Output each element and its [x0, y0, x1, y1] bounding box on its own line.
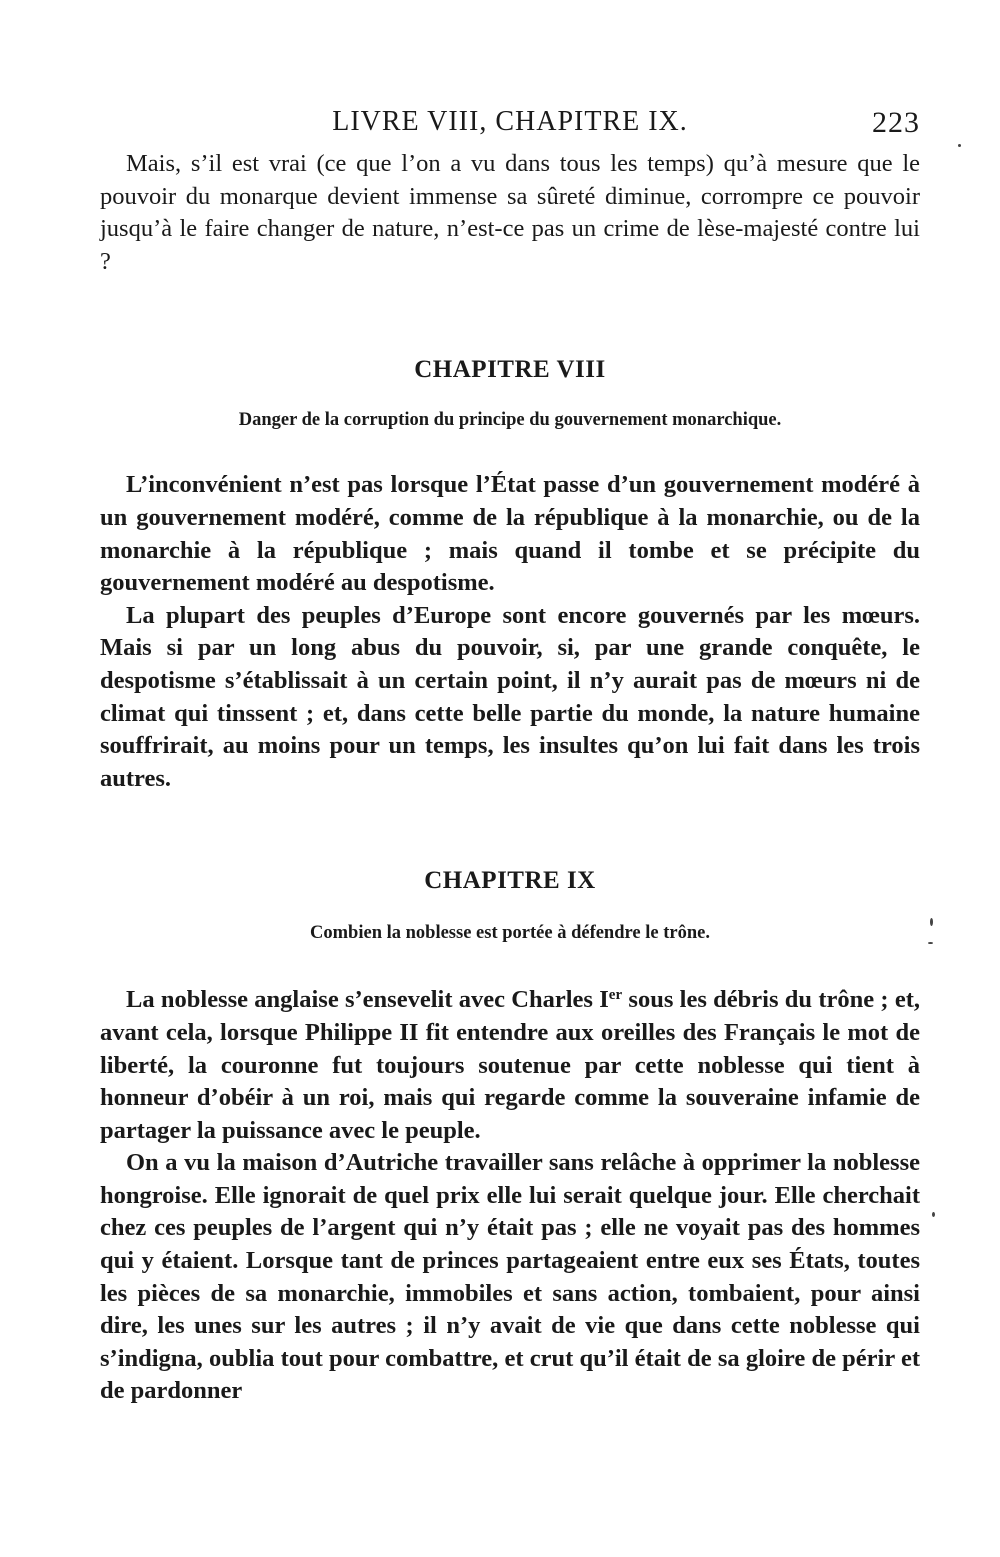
intro-paragraph: Mais, s’il est vrai (ce que l’on a vu dans tous les temps) qu’à mesure que le pouvoir du monarque devient immense sa sûreté diminue, corrompre ce pouvoir jusqu’à le faire changer de nature, n’est-ce pas un crime de lèse-majesté contre lui ? — [100, 150, 920, 275]
running-head — [100, 100, 920, 144]
scan-speck — [932, 1212, 935, 1217]
chapter-viii-paragraph: La plupart des peuples d’Europe sont encore gouvernés par les mœurs. Mais si par un long abus du pouvoir, si, par une grande conquête, le despotisme s’établissait à un certain point, il n’y aurait pas de mœurs ni de climat qui tinssent ; et, dans cette belle partie du monde, la nature humaine souffrirait, au moins pour un temps, les insultes qu’on lui fait dans les trois autres. — [100, 601, 920, 792]
paragraph-text: La noblesse anglaise s’ensevelit avec Charles I — [126, 986, 609, 1014]
chapter-viii-paragraph: L’inconvénient n’est pas lorsque l’État passe d’un gouvernement modéré à un gouvernement modéré, comme de la république à la monarchie, ou de la monarchie à la république ; mais quand il tombe et se précipite du gouvernement modéré au despotisme. — [100, 471, 920, 597]
chapter-ix-paragraph — [100, 984, 920, 1147]
chapter-ix-paragraph: On a vu la maison d’Autriche travailler sans relâche à opprimer la noblesse hongroise. Elle ignorait de quel prix elle lui serait quelque jour. Elle cherchait chez ces peuples de l’argent qui n’y était pas ; elle ne voyait pas des hommes qui y étaient. Lorsque tant de princes partageaient entre eux ses États, toutes les pièces de sa monarchie, immobiles et sans action, tombaient, pour ainsi dire, les unes sur les autres ; il n’y avait de vie que dans cette noblesse qui s’indigna, oublia tout pour combattre, et crut qu’il était de sa gloire de périr et de pardonner — [100, 1149, 920, 1405]
paragraph-text: sous les débris du trône ; et, avant cela, lorsque Philippe II fit entendre aux oreilles des Français le mot de liberté, la couronne fut toujours soutenue par cette noblesse qui tient à honneur d’obéir à un roi, mais qui regarde comme la souveraine infamie de partager la puissance avec le peuple. — [100, 986, 920, 1144]
scan-speck — [928, 942, 933, 944]
chapter-viii-subtitle: Danger de la corruption du principe du gouvernement monarchique. — [238, 410, 782, 431]
chapter-viii-section — [100, 356, 920, 795]
chapter-viii-title: CHAPITRE VIII — [414, 356, 606, 384]
superscript-ordinal: er — [608, 987, 623, 1004]
page-number: 223 — [872, 106, 920, 139]
scan-speck — [958, 144, 961, 147]
chapter-ix-subtitle: Combien la noblesse est portée à défendre le trône. — [310, 923, 710, 944]
running-title: LIVRE VIII, CHAPITRE IX. — [332, 106, 688, 137]
scan-speck — [930, 918, 933, 926]
book-page — [100, 100, 920, 1408]
chapter-ix-title: CHAPITRE IX — [424, 867, 596, 895]
chapter-ix-section — [100, 867, 920, 1408]
